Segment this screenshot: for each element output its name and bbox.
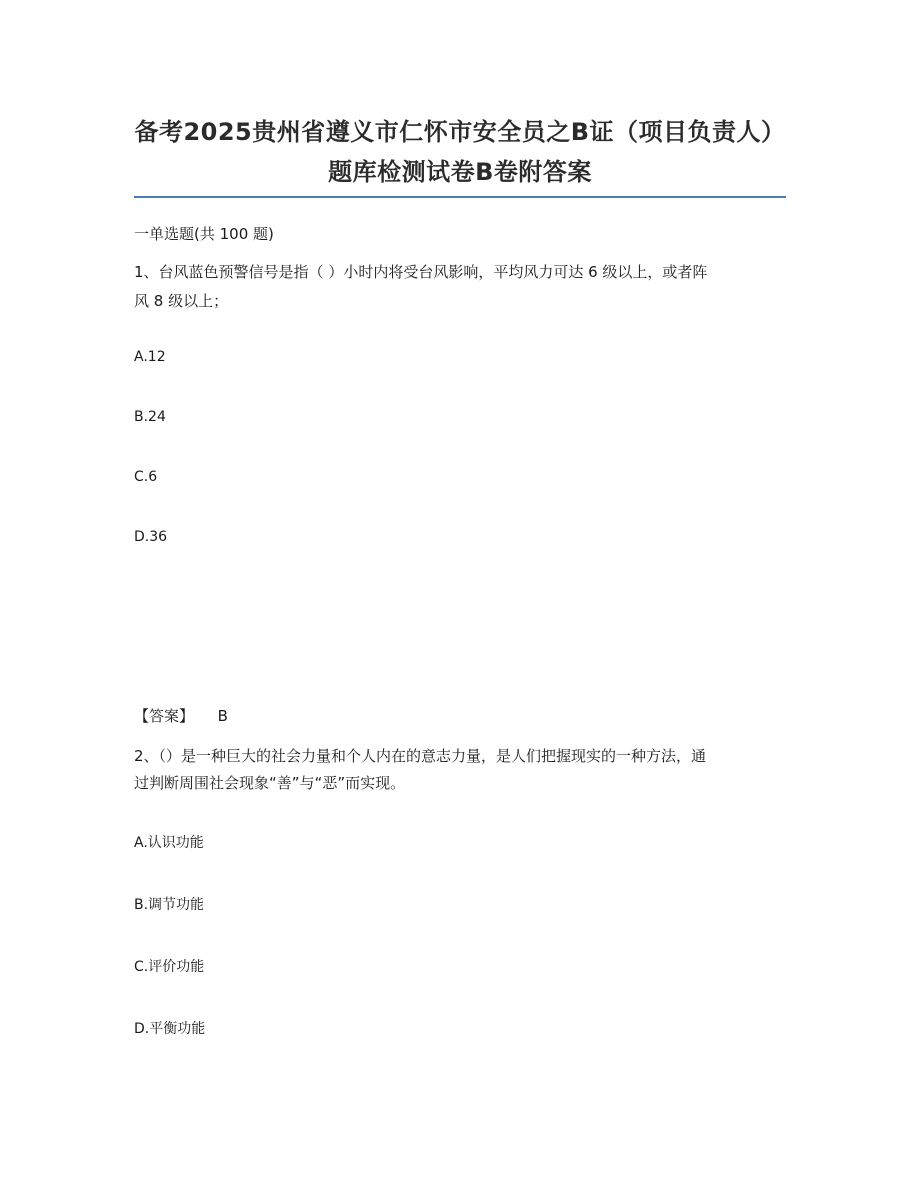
question-2-stem-line-2: 过判断周围社会现象“善”与“恶”而实现。 — [134, 774, 406, 792]
question-2-option-b: B.调节功能 — [134, 897, 205, 913]
question-1-answer — [134, 704, 786, 728]
question-1-option-a: A.12 — [134, 349, 166, 365]
question-2-option-d: D.平衡功能 — [134, 1021, 206, 1037]
question-1-option-d: D.36 — [134, 529, 168, 545]
title-divider — [134, 196, 786, 198]
question-2-stem-line-1: 2、（）是一种巨大的社会力量和个人内在的意志力量，是人们把握现实的一种方法，通 — [134, 747, 707, 765]
question-1-stem-line-2: 风 8 级以上； — [134, 292, 229, 310]
question-2-option-a: A.认识功能 — [134, 835, 204, 851]
section-heading: 一单选题(共 100 题) — [134, 225, 274, 243]
answer-value: B — [217, 707, 228, 725]
question-1-option-b: B.24 — [134, 409, 166, 425]
document-title: 备考2025贵州省遵义市仁怀市安全员之B证（项目负责人）题库检测试卷B卷附答案 — [134, 118, 786, 186]
answer-label: 【答案】 — [134, 707, 195, 725]
question-1-stem-line-1: 1、台风蓝色预警信号是指（ ）小时内将受台风影响，平均风力可达 6 级以上，或者阵 — [134, 263, 708, 281]
question-1-option-c: C.6 — [134, 469, 158, 485]
question-2-option-c: C.评价功能 — [134, 959, 205, 975]
